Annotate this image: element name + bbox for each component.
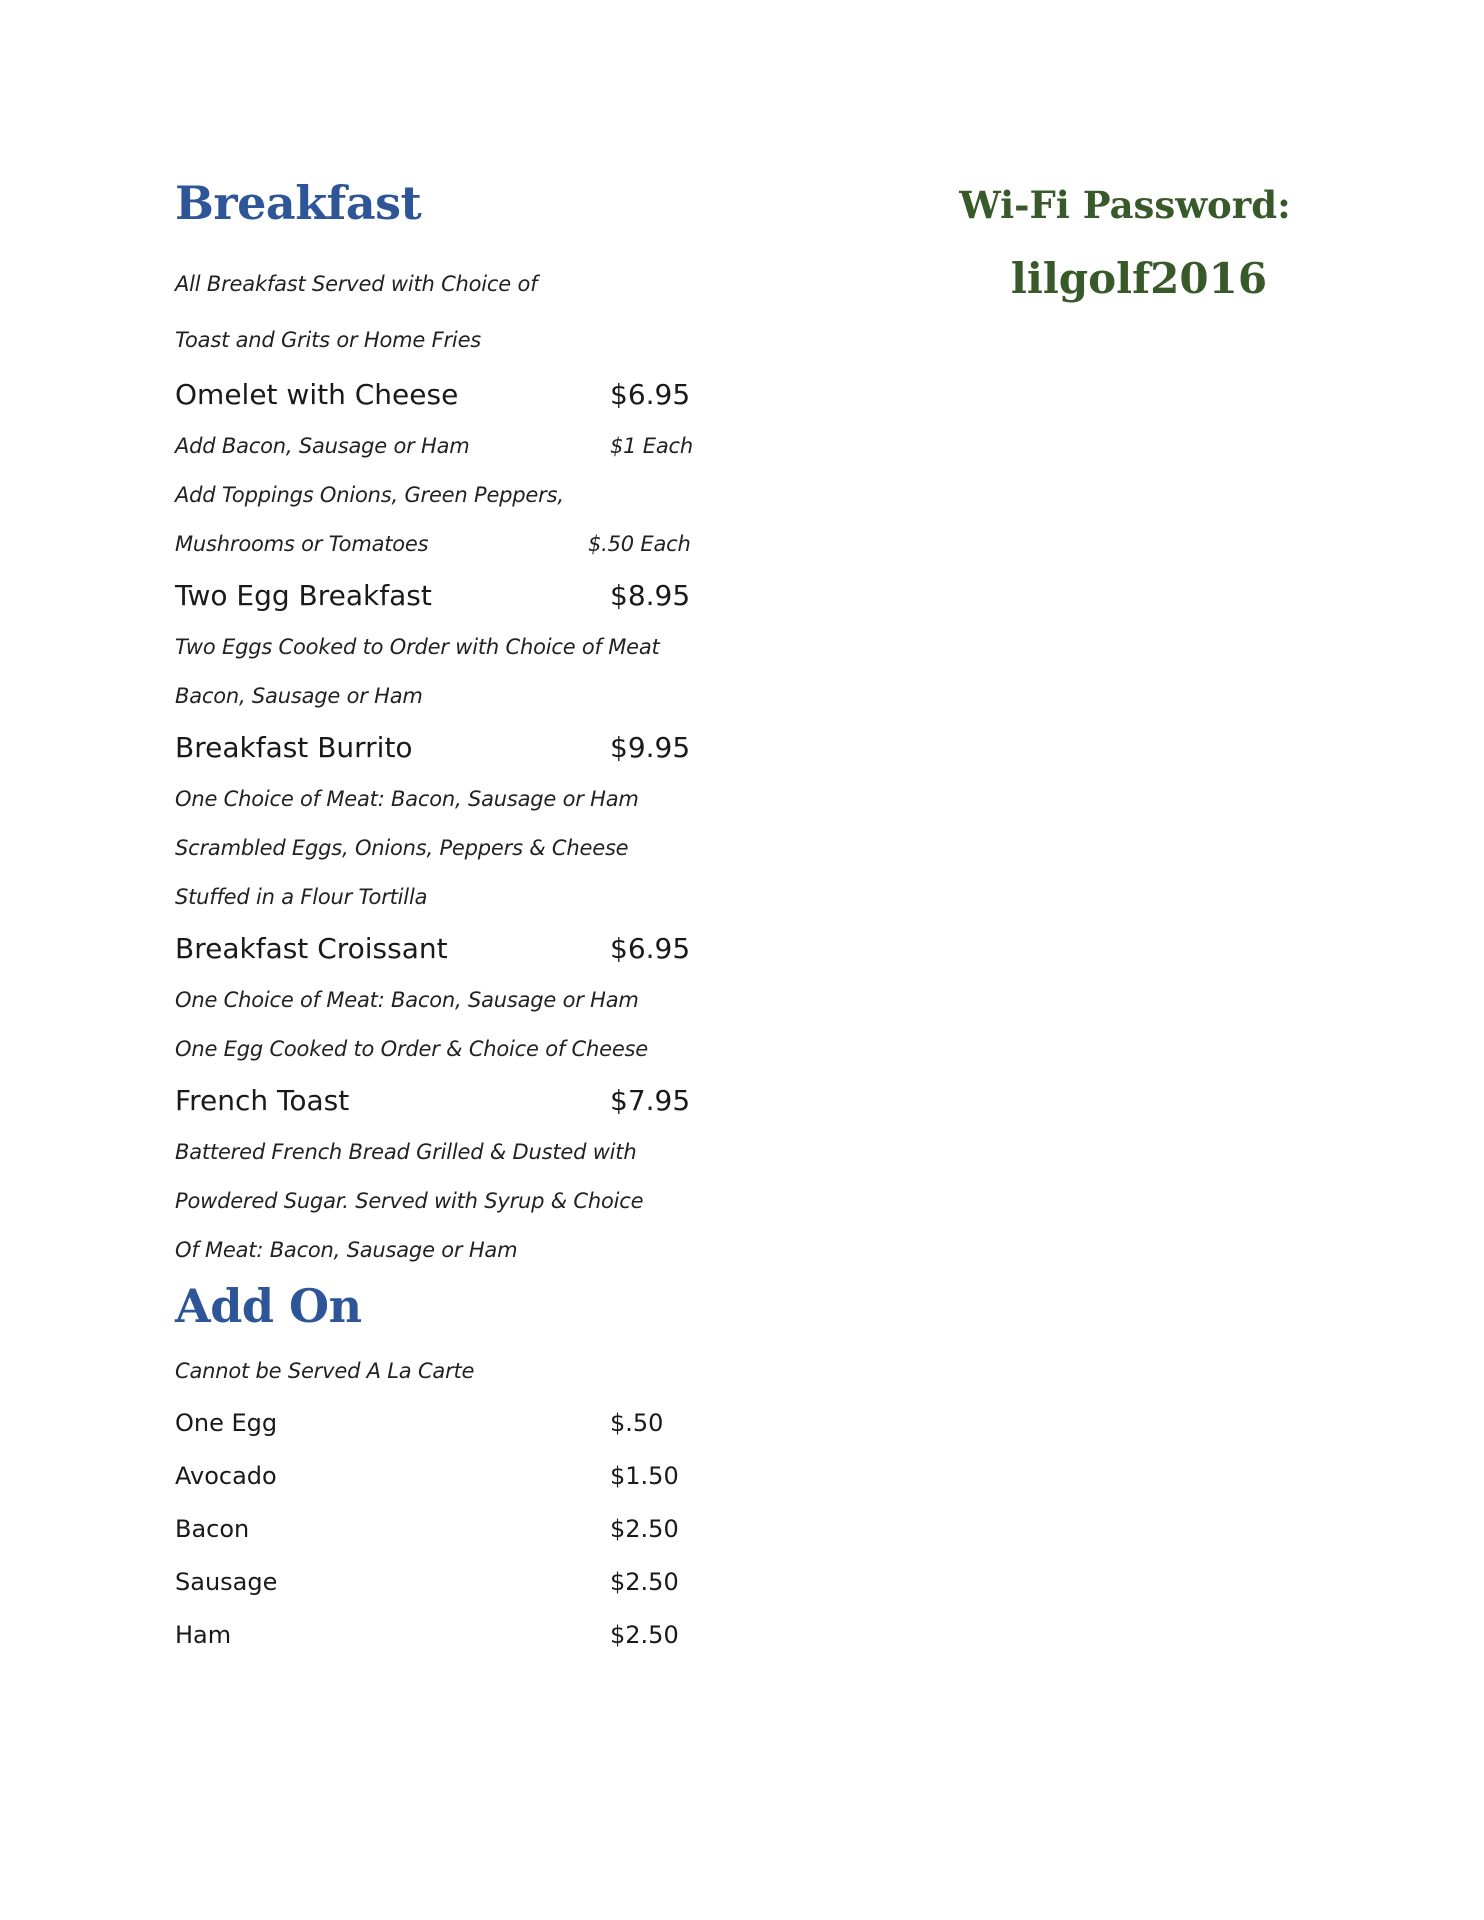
wifi-password: lilgolf2016	[1010, 254, 1268, 303]
addon-item-name: Sausage	[175, 1568, 278, 1596]
addon-item-name: Ham	[175, 1621, 232, 1649]
menu-item-description: Of Meat: Bacon, Sausage or Ham	[175, 1238, 518, 1262]
breakfast-intro-line-2: Toast and Grits or Home Fries	[175, 328, 482, 352]
addon-heading: Add On	[175, 1279, 362, 1333]
description-text: Add Toppings Onions, Green Peppers,	[175, 483, 564, 507]
menu-item-price: $7.95	[610, 1084, 691, 1117]
description-text: Add Bacon, Sausage or Ham	[175, 434, 470, 458]
menu-item-description: Scrambled Eggs, Onions, Peppers & Cheese	[175, 836, 629, 860]
addon-item-price: $2.50	[610, 1621, 679, 1649]
addon-item-price: $1.50	[610, 1462, 679, 1490]
menu-item-description: One Choice of Meat: Bacon, Sausage or Ham	[175, 787, 639, 811]
addon-item-price: $.50	[610, 1409, 664, 1437]
menu-item-description	[175, 422, 715, 471]
breakfast-intro-line-1: All Breakfast Served with Choice of	[175, 272, 538, 296]
addon-item-name: Bacon	[175, 1515, 250, 1543]
menu-item-description: One Egg Cooked to Order & Choice of Cheese	[175, 1037, 649, 1061]
menu-item-description: Battered French Bread Grilled & Dusted with	[175, 1140, 637, 1164]
menu-item-price: $6.95	[610, 378, 691, 411]
menu-item-description: One Choice of Meat: Bacon, Sausage or Ham	[175, 988, 639, 1012]
addon-item	[175, 1609, 715, 1662]
extra-price: $.50 Each	[588, 532, 691, 556]
addon-item	[175, 1397, 715, 1450]
breakfast-heading: Breakfast	[175, 176, 422, 230]
wifi-label: Wi-Fi Password:	[959, 183, 1291, 227]
menu-item-description	[175, 520, 715, 569]
menu-item-french-toast	[175, 1074, 715, 1128]
wifi-info	[930, 180, 1320, 306]
menu-item-description	[175, 471, 715, 520]
addon-item	[175, 1503, 715, 1556]
addon-item	[175, 1556, 715, 1609]
menu-item-breakfast-burrito	[175, 721, 715, 775]
menu-item-breakfast-croissant	[175, 922, 715, 976]
menu-item-description: Powdered Sugar. Served with Syrup & Choice	[175, 1189, 644, 1213]
menu-item-two-egg-breakfast	[175, 569, 715, 623]
menu-item-price: $9.95	[610, 731, 691, 764]
addon-item-price: $2.50	[610, 1568, 679, 1596]
menu-item-name: Breakfast Burrito	[175, 731, 413, 764]
addon-item-name: Avocado	[175, 1462, 277, 1490]
description-text: Mushrooms or Tomatoes	[175, 532, 429, 556]
menu-item-omelet	[175, 368, 715, 422]
menu-item-name: Omelet with Cheese	[175, 378, 459, 411]
addon-item-name: One Egg	[175, 1409, 278, 1437]
addon-note: Cannot be Served A La Carte	[175, 1359, 475, 1383]
menu-item-price: $8.95	[610, 579, 691, 612]
extra-price: $1 Each	[610, 434, 693, 458]
menu-item-description: Two Eggs Cooked to Order with Choice of Meat	[175, 635, 660, 659]
menu-item-description: Stuffed in a Flour Tortilla	[175, 885, 428, 909]
menu-item-name: French Toast	[175, 1084, 350, 1117]
menu-item-price: $6.95	[610, 932, 691, 965]
addon-item	[175, 1450, 715, 1503]
addon-item-price: $2.50	[610, 1515, 679, 1543]
menu-item-name: Breakfast Croissant	[175, 932, 448, 965]
menu-item-name: Two Egg Breakfast	[175, 579, 432, 612]
menu-item-description: Bacon, Sausage or Ham	[175, 684, 423, 708]
breakfast-menu	[175, 170, 715, 1662]
